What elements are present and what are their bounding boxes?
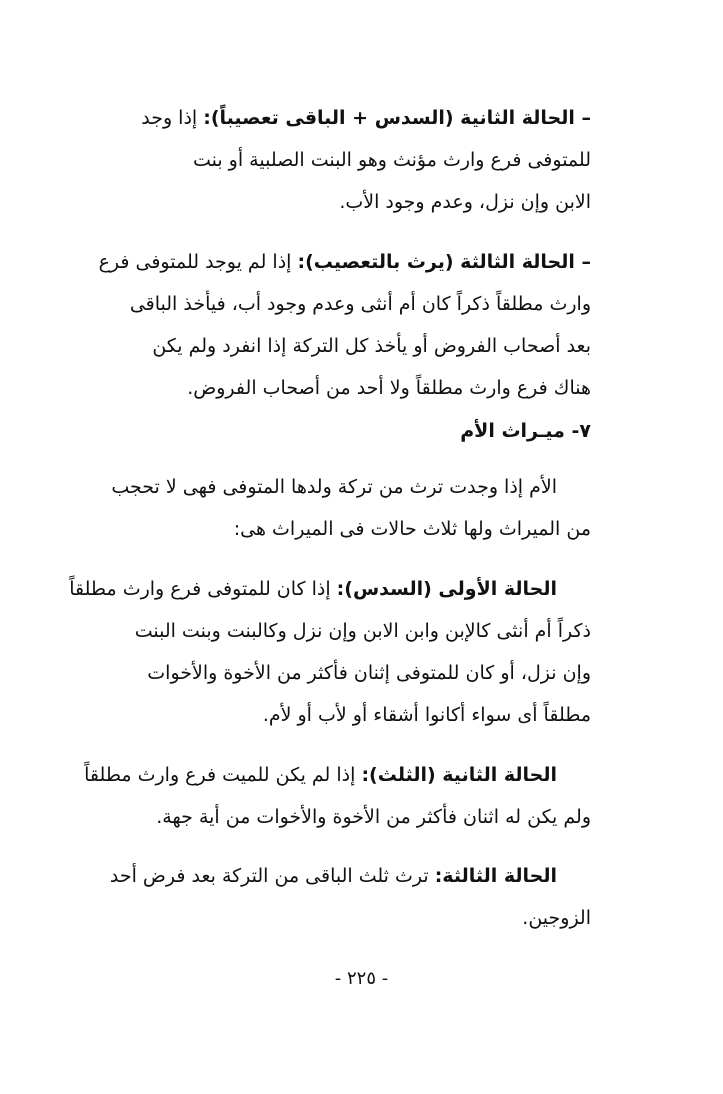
paragraph-case-three-residuary: [71, 241, 591, 409]
paragraph-mother-case-three: [71, 855, 591, 939]
paragraph-line: [71, 754, 591, 796]
paragraph-text: إذا لم يكن للميت فرع وارث مطلقاً: [84, 764, 362, 786]
paragraph-line: وارث مطلقاً ذكراً كان أم أنثى وعدم وجود أب، فيأخذ الباقى: [129, 293, 591, 315]
paragraph-text: إذا وجد: [141, 107, 204, 129]
paragraph-line-last: هناك فرع وارث مطلقاً ولا أحد من أصحاب الفروض.: [187, 377, 591, 399]
paragraph-case-two-sixth: [71, 97, 591, 223]
paragraph-line-last: ولم يكن له اثنان فأكثر من الأخوة والأخوات من أية جهة.: [156, 806, 591, 828]
paragraph-line-last: الابن وإن نزل، وعدم وجود الأب.: [339, 191, 591, 213]
paragraph-line: للمتوفى فرع وارث مؤنث وهو البنت الصلبية أو بنت: [192, 149, 591, 171]
paragraph-text: إذا كان للمتوفى فرع وارث مطلقاً: [69, 578, 337, 600]
paragraph-line-last: مطلقاً أى سواء أكانوا أشقاء أو لأب أو لأم.: [262, 704, 591, 726]
case-heading: الحالة الثانية (الثلث):: [361, 764, 557, 786]
paragraph-line: الأم إذا وجدت ترث من تركة ولدها المتوفى فهى لا تحجب: [111, 476, 557, 498]
page-number: - ٢٢٥ -: [334, 968, 389, 989]
paragraph-line: وإن نزل، أو كان للمتوفى إثنان فأكثر من الأخوة والأخوات: [147, 662, 591, 684]
case-heading: الحالة الأولى (السدس):: [336, 578, 557, 600]
section-title: ٧- ميـراث الأم: [460, 420, 591, 442]
case-heading: – الحالة الثانية (السدس + الباقى تعصيباً):: [203, 107, 591, 129]
paragraph-mother-case-two: [71, 754, 591, 838]
case-heading: الحالة الثالثة:: [434, 865, 557, 887]
paragraph-line: [71, 97, 591, 139]
paragraph-text: إذا لم يوجد للمتوفى فرع: [98, 251, 298, 273]
paragraph-line: [71, 241, 591, 283]
paragraph-line: [71, 568, 591, 610]
paragraph-line: ذكراً أم أنثى كالإبن وابن الابن وإن نزل وكالبنت وبنت البنت: [134, 620, 591, 642]
case-heading: – الحالة الثالثة (يرث بالتعصيب):: [297, 251, 591, 273]
paragraph-line-last: من الميراث ولها ثلاث حالات فى الميراث هى:: [233, 518, 591, 540]
paragraph-line-last: الزوجين.: [522, 907, 591, 929]
paragraph-line: بعد أصحاب الفروض أو يأخذ كل التركة إذا انفرد ولم يكن: [152, 335, 591, 357]
paragraph-mother-intro: [71, 466, 591, 550]
paragraph-text: ترث ثلث الباقى من التركة بعد فرض أحد: [109, 865, 435, 887]
paragraph-line: [71, 855, 591, 897]
paragraph-mother-case-one: [71, 568, 591, 736]
